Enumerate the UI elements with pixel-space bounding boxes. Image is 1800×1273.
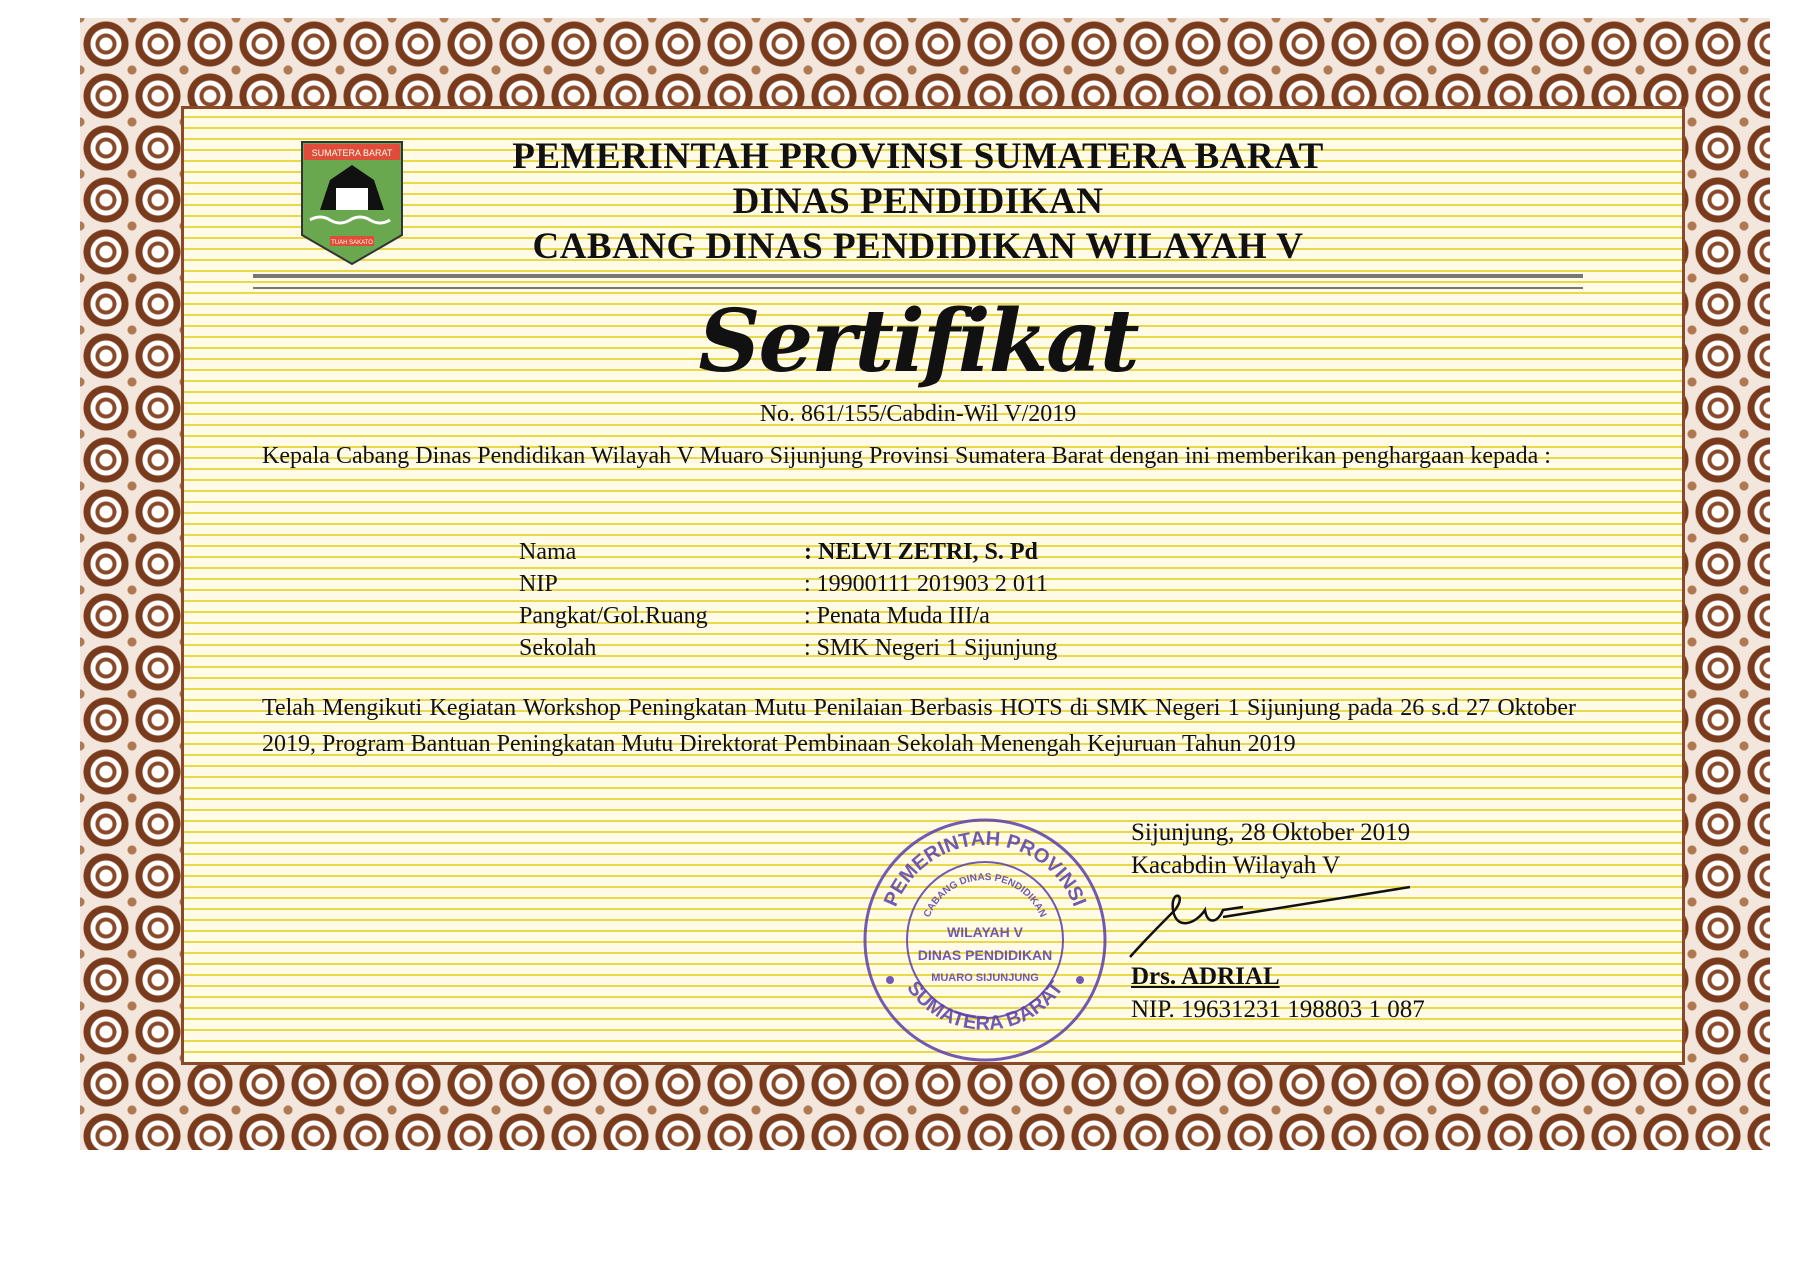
svg-text:SUMATERA BARAT: SUMATERA BARAT — [311, 148, 393, 158]
certificate-number: No. 861/155/Cabdin-Wil V/2019 — [759, 401, 1077, 427]
field-value-nip: : 19900111 201903 2 011 — [804, 571, 1048, 597]
signature-position: Kacabdin Wilayah V — [1131, 852, 1341, 879]
field-label-school: Sekolah — [519, 635, 597, 661]
svg-text:SUMATERA BARAT: SUMATERA BARAT — [902, 977, 1068, 1035]
svg-text:DINAS PENDIDIKAN: DINAS PENDIDIKAN — [917, 947, 1053, 963]
field-label-name: Nama — [519, 539, 577, 565]
field-label-rank: Pangkat/Gol.Ruang — [519, 603, 708, 629]
field-value-name: : NELVI ZETRI, S. Pd — [804, 539, 1038, 565]
signatory-nip: NIP. 19631231 198803 1 087 — [1131, 996, 1425, 1023]
header-line-2: DINAS PENDIDIKAN — [732, 181, 1104, 222]
field-value-school: : SMK Negeri 1 Sijunjung — [804, 635, 1058, 661]
signature-place-date: Sijunjung, 28 Oktober 2019 — [1131, 819, 1411, 846]
field-label-nip: NIP — [519, 571, 558, 597]
svg-text:CABANG DINAS PENDIDIKAN: CABANG DINAS PENDIDIKAN — [921, 871, 1049, 920]
svg-text:PEMERINTAH PROVINSI: PEMERINTAH PROVINSI — [879, 827, 1091, 910]
field-value-rank: : Penata Muda III/a — [804, 603, 990, 629]
svg-text:MUARO SIJUNJUNG: MUARO SIJUNJUNG — [931, 972, 1039, 984]
signatory-name: Drs. ADRIAL — [1131, 963, 1280, 990]
body-paragraph: Telah Mengikuti Kegiatan Workshop Peningkatan Mutu Penilaian Berbasis HOTS di SMK Negeri 1 Sijunjung pada 26 s.d 27 Oktober 2019, Program Bantuan Peningkatan Mutu Direktorat Pembinaan Sekolah Menengah Kejuruan Tahun 2019 — [262, 695, 1576, 757]
svg-text:TUAH SAKATO: TUAH SAKATO — [331, 240, 373, 246]
official-stamp — [860, 815, 1110, 1065]
svg-text:WILAYAH V: WILAYAH V — [947, 924, 1023, 940]
intro-paragraph: Kepala Cabang Dinas Pendidikan Wilayah V Muaro Sijunjung Provinsi Sumatera Barat dengan ini memberikan penghargaan kepada : — [262, 443, 1551, 469]
certificate-title: Sertifikat — [698, 291, 1138, 392]
handwritten-signature — [1110, 885, 1430, 960]
header-line-1: PEMERINTAH PROVINSI SUMATERA BARAT — [512, 136, 1324, 177]
header-divider — [253, 274, 1583, 289]
header-line-3: CABANG DINAS PENDIDIKAN WILAYAH V — [532, 226, 1304, 267]
